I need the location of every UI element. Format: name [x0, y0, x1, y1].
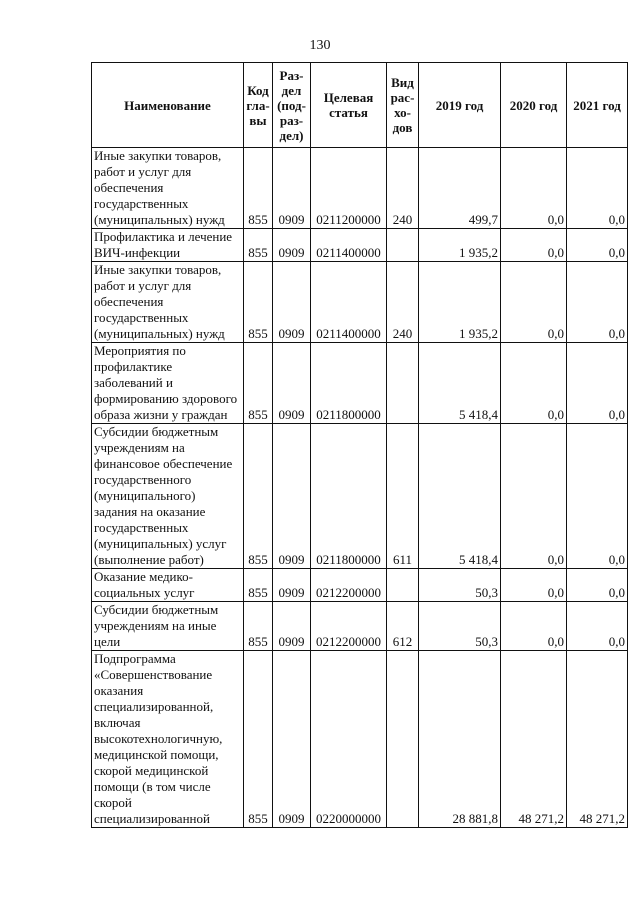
row-chapter: 855	[244, 148, 273, 229]
row-2019: 1 935,2	[419, 229, 501, 262]
table-row	[92, 424, 628, 569]
row-target: 0220000000	[311, 651, 387, 828]
table-row	[92, 229, 628, 262]
row-chapter: 855	[244, 229, 273, 262]
header-2021: 2021 год	[567, 63, 628, 148]
row-2019: 50,3	[419, 602, 501, 651]
row-2019: 1 935,2	[419, 262, 501, 343]
header-name: Наименование	[92, 63, 244, 148]
row-kind	[387, 569, 419, 602]
row-2021: 0,0	[567, 229, 628, 262]
row-target: 0211400000	[311, 262, 387, 343]
row-2021: 0,0	[567, 424, 628, 569]
row-section: 0909	[273, 343, 311, 424]
row-2021: 0,0	[567, 602, 628, 651]
header-chapter: Код гла-вы	[244, 63, 273, 148]
row-section: 0909	[273, 229, 311, 262]
header-2020: 2020 год	[501, 63, 567, 148]
page-number: 130	[309, 38, 331, 53]
row-section: 0909	[273, 602, 311, 651]
row-kind: 240	[387, 262, 419, 343]
row-chapter: 855	[244, 651, 273, 828]
header-target: Целевая статья	[311, 63, 387, 148]
table-row	[92, 262, 628, 343]
row-target: 0211800000	[311, 424, 387, 569]
row-name: Профилактика и лечение ВИЧ-инфекции	[92, 229, 244, 262]
row-2021: 48 271,2	[567, 651, 628, 828]
row-kind	[387, 651, 419, 828]
row-kind: 612	[387, 602, 419, 651]
row-target: 0211800000	[311, 343, 387, 424]
row-kind: 611	[387, 424, 419, 569]
row-2020: 0,0	[501, 343, 567, 424]
row-2021: 0,0	[567, 262, 628, 343]
table-row	[92, 651, 628, 828]
row-kind	[387, 343, 419, 424]
table-row	[92, 343, 628, 424]
row-2019: 5 418,4	[419, 343, 501, 424]
row-section: 0909	[273, 148, 311, 229]
row-target: 0211400000	[311, 229, 387, 262]
row-2021: 0,0	[567, 148, 628, 229]
row-chapter: 855	[244, 343, 273, 424]
row-target: 0211200000	[311, 148, 387, 229]
row-2021: 0,0	[567, 569, 628, 602]
row-chapter: 855	[244, 262, 273, 343]
row-2019: 50,3	[419, 569, 501, 602]
row-2020: 0,0	[501, 424, 567, 569]
row-chapter: 855	[244, 602, 273, 651]
row-2020: 0,0	[501, 262, 567, 343]
row-section: 0909	[273, 569, 311, 602]
row-2019: 5 418,4	[419, 424, 501, 569]
row-name: Субсидии бюджетным учреждениям на финансовое обеспечение государственного (муниципального) задания на оказание государственных (муниципальных) услуг (выполнение работ)	[92, 424, 244, 569]
row-name: Иные закупки товаров, работ и услуг для обеспечения государственных (муниципальных) нужд	[92, 148, 244, 229]
budget-table	[91, 62, 628, 828]
table-row	[92, 148, 628, 229]
row-section: 0909	[273, 262, 311, 343]
header-section: Раз-дел (под-раз-дел)	[273, 63, 311, 148]
row-2021: 0,0	[567, 343, 628, 424]
row-2020: 0,0	[501, 229, 567, 262]
row-2019: 499,7	[419, 148, 501, 229]
header-2019: 2019 год	[419, 63, 501, 148]
table-row	[92, 602, 628, 651]
row-chapter: 855	[244, 569, 273, 602]
row-2020: 0,0	[501, 569, 567, 602]
row-2020: 0,0	[501, 148, 567, 229]
row-2020: 48 271,2	[501, 651, 567, 828]
row-name: Мероприятия по профилактике заболеваний и формированию здорового образа жизни у граждан	[92, 343, 244, 424]
header-row	[92, 63, 628, 148]
header-kind: Вид рас-хо-дов	[387, 63, 419, 148]
row-2019: 28 881,8	[419, 651, 501, 828]
row-kind: 240	[387, 148, 419, 229]
row-section: 0909	[273, 651, 311, 828]
row-name: Субсидии бюджетным учреждениям на иные цели	[92, 602, 244, 651]
table-row	[92, 569, 628, 602]
row-target: 0212200000	[311, 569, 387, 602]
row-target: 0212200000	[311, 602, 387, 651]
row-chapter: 855	[244, 424, 273, 569]
row-2020: 0,0	[501, 602, 567, 651]
row-section: 0909	[273, 424, 311, 569]
row-name: Иные закупки товаров, работ и услуг для обеспечения государственных (муниципальных) нужд	[92, 262, 244, 343]
row-name: Оказание медико-социальных услуг	[92, 569, 244, 602]
row-kind	[387, 229, 419, 262]
row-name: Подпрограмма «Совершенствование оказания специализированной, включая высокотехнологичную, медицинской помощи, скорой медицинской помощи (в том числе скорой специализированной	[92, 651, 244, 828]
